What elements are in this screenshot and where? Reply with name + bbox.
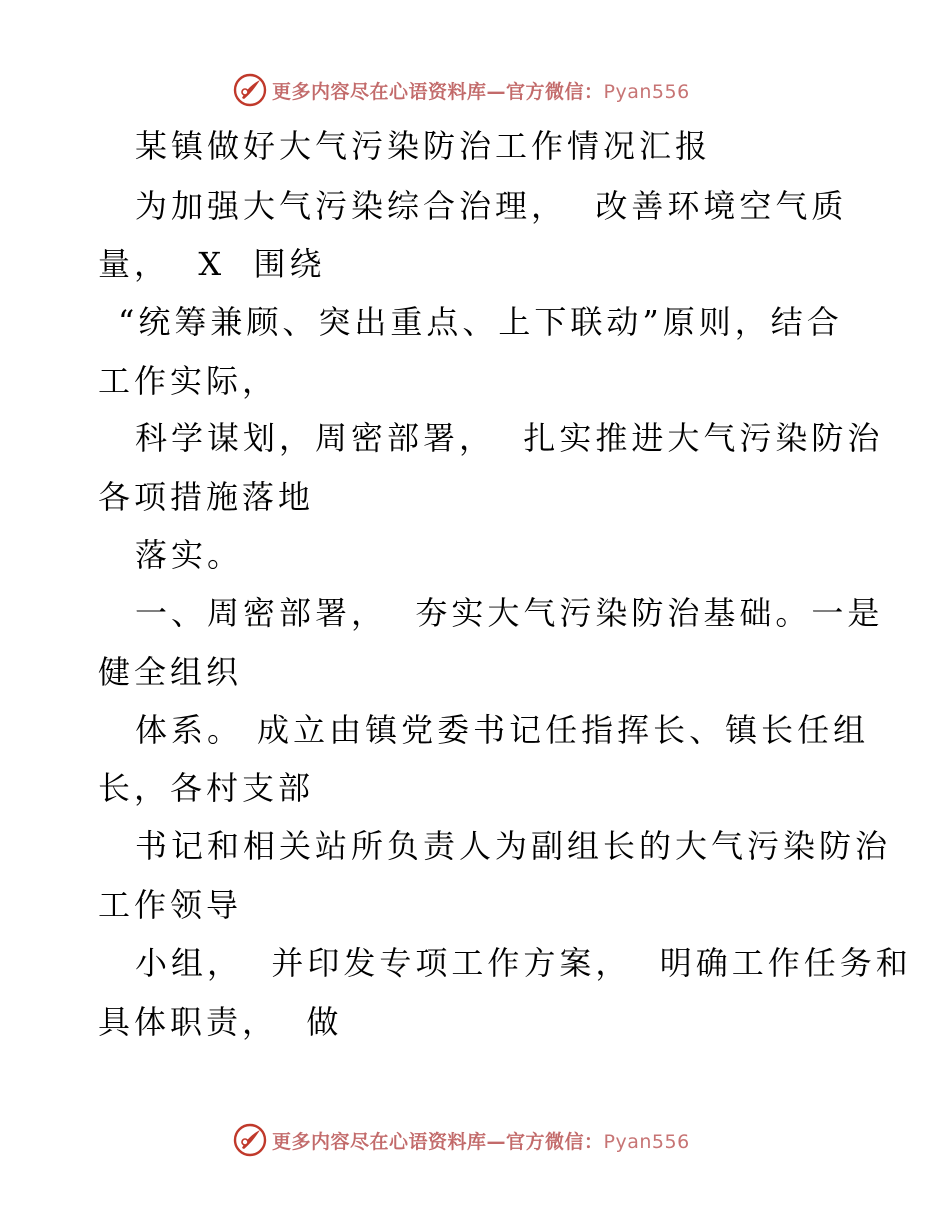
paragraph-line: 具体职责， 做 <box>98 1003 343 1041</box>
paragraph-line: 科学谋划，周密部署， 扎实推进大气污染防治 <box>135 419 884 457</box>
paragraph-line: 健全组织 <box>98 653 243 691</box>
watermark-handle: Pyan556 <box>603 1130 690 1153</box>
footer-watermark <box>232 1120 752 1160</box>
paragraph-line: 体系。 成立由镇党委书记任指挥长、镇长任组 <box>135 711 870 749</box>
document-title: 某镇做好大气污染防治工作情况汇报 <box>135 127 712 165</box>
watermark-handle: Pyan556 <box>603 80 690 103</box>
paragraph-line: 为加强大气污染综合治理， 改善环境空气质 <box>135 187 848 225</box>
paragraph-line: “统筹兼顾、突出重点、上下联动”原则，结合 <box>118 303 843 341</box>
watermark-text <box>272 1127 690 1154</box>
paragraph-line: 各项措施落地 <box>98 478 315 516</box>
paragraph-line: 书记和相关站所负责人为副组长的大气污染防治 <box>135 827 892 865</box>
quill-logo-icon <box>232 1122 268 1158</box>
paragraph-line: 量， X 围绕 <box>98 245 326 283</box>
paragraph-line: 工作实际， <box>98 362 279 400</box>
section-heading-line: 一、周密部署， 夯实大气污染防治基础。一是 <box>135 594 884 632</box>
watermark-prefix: 更多内容尽在心语资料库—官方微信： <box>272 80 604 103</box>
paragraph-line: 工作领导 <box>98 886 243 924</box>
paragraph-line: 小组， 并印发专项工作方案， 明确工作任务和 <box>135 944 912 982</box>
paragraph-line: 落实。 <box>135 536 244 574</box>
quill-logo-icon <box>232 72 268 108</box>
watermark-prefix: 更多内容尽在心语资料库—官方微信： <box>272 1130 604 1153</box>
paragraph-line: 长，各村支部 <box>98 769 315 807</box>
watermark-text <box>272 77 690 104</box>
header-watermark <box>232 70 752 110</box>
